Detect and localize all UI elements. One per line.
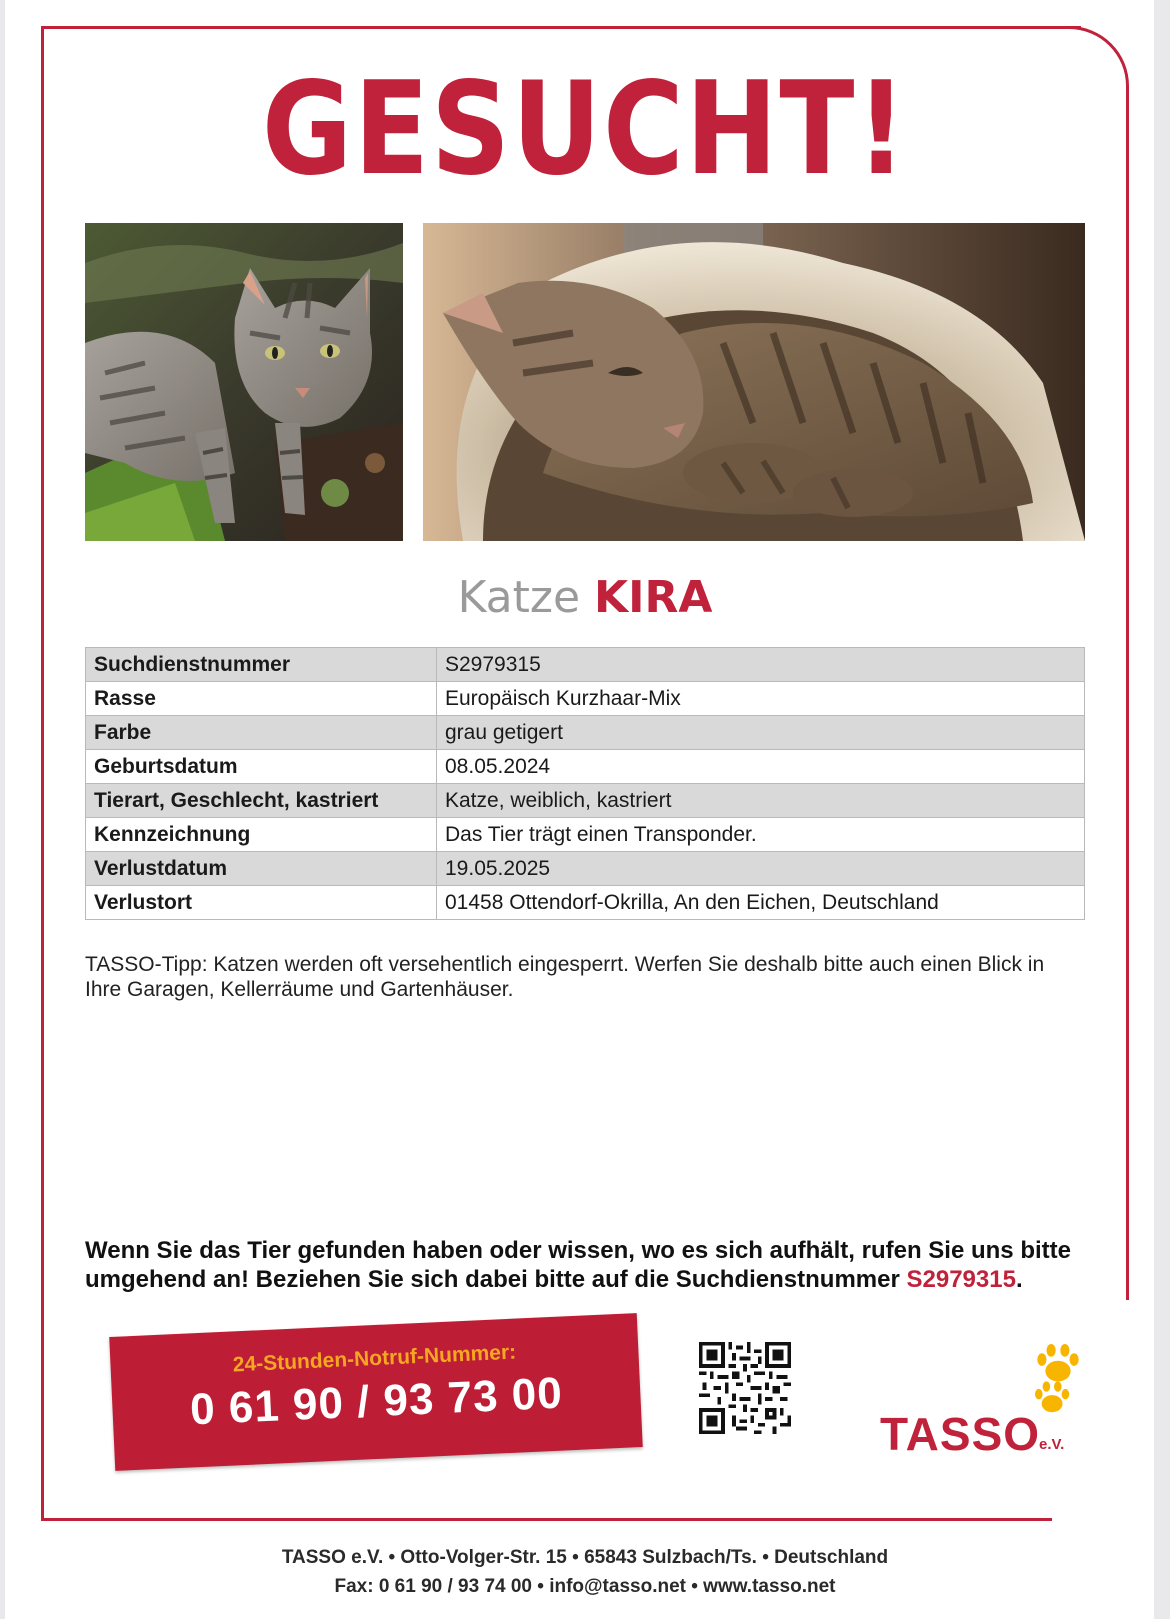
table-row [86,750,1085,784]
left-margin-strip [0,0,5,1619]
row-label: Kennzeichnung [86,818,437,852]
row-value: S2979315 [437,648,1085,682]
frame-bottom-border [41,1518,1052,1521]
row-label: Geburtsdatum [86,750,437,784]
table-row [86,784,1085,818]
frame-right-border [1126,140,1129,1300]
tasso-tip: TASSO-Tipp: Katzen werden oft versehentlich eingesperrt. Werfen Sie deshalb bitte auch einen Blick in Ihre Garagen, Kellerräume und Gartenhäuser. [85,953,1045,1001]
hotline-label: 24-Stunden-Notruf-Nummer: [232,1340,517,1377]
row-value: 19.05.2025 [437,852,1085,886]
headline: GESUCHT! [261,55,909,204]
row-label: Suchdienstnummer [86,648,437,682]
pet-title [0,570,1170,626]
row-value: Europäisch Kurzhaar-Mix [437,682,1085,716]
table-row [86,682,1085,716]
tasso-logo [880,1340,1120,1460]
cat-photo-outdoor [85,223,403,541]
cat-photo-sleeping [423,223,1085,541]
row-label: Verlustort [86,886,437,920]
row-value: Katze, weiblich, kastriert [437,784,1085,818]
footer-contact: Fax: 0 61 90 / 93 74 00 • info@tasso.net • www.tasso.net [334,1576,836,1597]
row-label: Farbe [86,716,437,750]
frame-left-border [41,26,44,1520]
hotline-number[interactable]: 0 61 90 / 93 73 00 [189,1368,564,1435]
pet-species: Katze [457,572,581,623]
appeal-search-number: S2979315 [906,1266,1016,1293]
table-row [86,886,1085,920]
footer-address: TASSO e.V. • Otto-Volger-Str. 15 • 65843 Sulzbach/Ts. • Deutschland [281,1547,889,1568]
frame-top-border [41,26,1081,29]
right-margin-strip [1154,0,1170,1619]
footer [0,1543,1170,1601]
row-value: grau getigert [437,716,1085,750]
hotline-banner [109,1313,643,1471]
appeal-end: . [1015,1266,1023,1293]
table-row [86,852,1085,886]
row-label: Tierart, Geschlecht, kastriert [86,784,437,818]
pet-details-table [85,647,1085,920]
logo-suffix: e.V. [1039,1436,1065,1453]
qr-code[interactable] [699,1342,791,1434]
contact-appeal [85,1236,1095,1294]
appeal-text: Wenn Sie das Tier gefunden haben oder wissen, wo es sich aufhält, rufen Sie uns bitte umgehend an! Beziehen Sie sich dabei bitte auf die Suchdienstnummer [85,1237,1071,1293]
pet-name: KIRA [594,572,713,623]
table-row [86,818,1085,852]
row-value: 08.05.2024 [437,750,1085,784]
logo-text: TASSO [880,1408,1041,1460]
table-row [86,648,1085,682]
paw-icon-small [1035,1378,1073,1416]
table-row [86,716,1085,750]
row-value: Das Tier trägt einen Transponder. [437,818,1085,852]
row-value: 01458 Ottendorf-Okrilla, An den Eichen, Deutschland [437,886,1085,920]
row-label: Verlustdatum [86,852,437,886]
row-label: Rasse [86,682,437,716]
